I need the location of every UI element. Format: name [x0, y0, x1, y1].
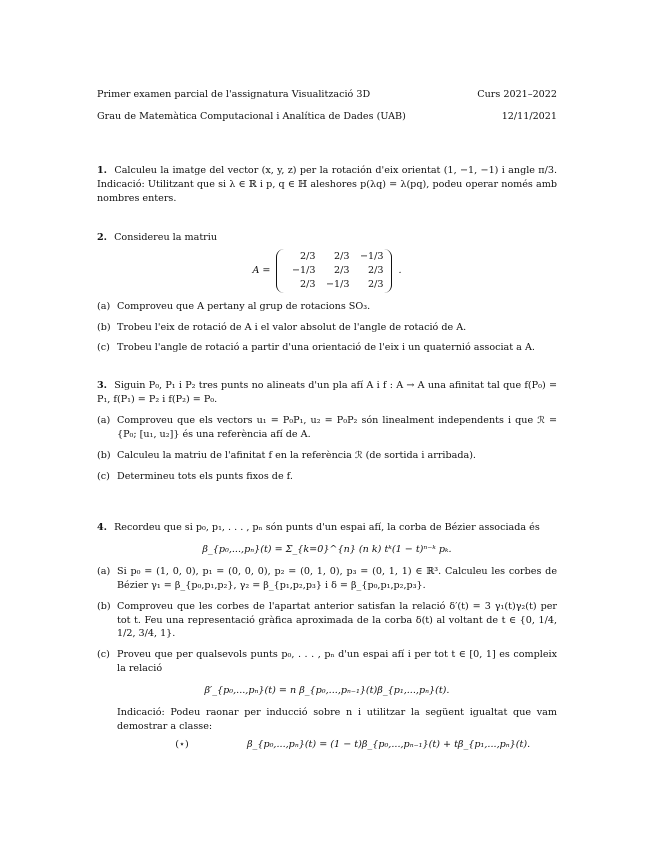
problem-2-intro: Considereu la matriu [114, 232, 218, 243]
problem-3-number: 3. [97, 380, 108, 391]
problem-2-number: 2. [97, 232, 108, 243]
header-row-2 [97, 110, 557, 124]
problem-2-item-a: (a) Comproveu que A pertany al grup de rotacions SO₃. [97, 300, 371, 312]
problem-1-text: Calculeu la imatge del vector (x, y, z) per la rotación d'eix orientat (1, −1, −1) i angle π/3. Indicació: Utilitzant que si λ ∈ ℝ i p, q ∈ ℍ aleshores p(λq) = λ(pq), podeu operar només amb nombres enters. [97, 165, 558, 204]
problem-1-number: 1. [97, 165, 108, 176]
matrix-cell: 2/3 [300, 250, 316, 262]
matrix-cell: −1/3 [360, 250, 384, 262]
matrix-cell: 2/3 [334, 264, 350, 276]
course-title: Primer examen parcial de l'assignatura Visualització 3D [97, 89, 371, 100]
exam-header [97, 88, 557, 124]
star-formula: β_{p₀,...,pₙ}(t) = (1 − t)β_{p₀,...,pₙ₋₁}(t) + tβ_{p₁,...,pₙ}(t). [247, 738, 531, 750]
matrix-cell: 2/3 [368, 278, 384, 290]
problem-4 [97, 521, 557, 752]
matrix-entries [276, 249, 392, 293]
matrix-period: . [398, 264, 402, 276]
matrix-cell: −1/3 [326, 278, 350, 290]
matrix-A [97, 249, 557, 293]
problem-4-intro: Recordeu que si p₀, p₁, . . . , pₙ són punts d'un espai afí, la corba de Bézier associada és [114, 522, 540, 533]
problem-4-item-b: (b) Comproveu que les corbes de l'apartat anterior satisfan la relació δ′(t) = 3 γ₁(t)γ₂(t) per tot t. Feu una representació gràfica aproximada de la corba δ(t) al voltant de t ∈ {0, 1/4, 1/2, 3/4, 1}. [97, 600, 557, 640]
star-label: (⋆) [175, 738, 189, 750]
problem-2 [97, 231, 557, 355]
problem-4-item-a: (a) Si p₀ = (1, 0, 0), p₁ = (0, 0, 0), p₂ = (0, 1, 0), p₃ = (0, 1, 1) ∈ ℝ³. Calculeu les corbes de Bézier γ₁ = β_{p₀,p₁,p₂}, γ₂ = β_{p₁,p₂,p₃} i δ = β_{p₀,p₁,p₂,p₃}. [97, 565, 557, 591]
exam-date: 12/11/2021 [501, 110, 557, 122]
problem-3-item-c: (c) Determineu tots els punts fixos de f. [97, 470, 293, 482]
derivative-formula: β′_{p₀,...,pₙ}(t) = n β_{p₀,...,pₙ₋₁}(t)β_{p₁,...,pₙ}(t). [204, 685, 450, 697]
degree-name: Grau de Matemàtica Computacional i Analítica de Dades (UAB) [97, 110, 406, 122]
matrix-lhs: A = [252, 264, 271, 276]
problem-4-number: 4. [97, 522, 108, 533]
academic-year: Curs 2021–2022 [477, 89, 557, 100]
matrix-cell: 2/3 [300, 278, 316, 290]
bezier-formula: β_{p₀,...,pₙ}(t) = Σ_{k=0}^{n} (n k) tᵏ(1 − t)ⁿ⁻ᵏ pₖ. [202, 543, 452, 555]
problem-4-item-c: (c) Proveu que per qualsevols punts p₀, . . . , pₙ d'un espai afí i per tot t ∈ [0, 1] es compleix la relació [97, 649, 557, 675]
matrix-cell: −1/3 [292, 264, 316, 276]
problem-1 [97, 164, 557, 206]
problem-3-item-a: (a) Comproveu que els vectors u₁ = P₀P₁, u₂ = P₀P₂ són linealment independents i que ℛ = {P₀; [u₁, u₂]} és una referència afí de A. [97, 414, 557, 440]
header-row-1 [97, 88, 557, 102]
problem-2-item-c: (c) Trobeu l'angle de rotació a partir d'una orientació de l'eix i un quaternió associat a A. [97, 342, 535, 354]
problem-3-intro: Siguin P₀, P₁ i P₂ tres punts no alineats d'un pla afí A i f : A → A una afinitat tal que f(P₀) = P₁, f(P₁) = P₂ i f(P₂) = P₀. [97, 380, 558, 405]
starred-equation [117, 738, 557, 752]
matrix-cell: 2/3 [368, 264, 384, 276]
problem-3 [97, 379, 557, 483]
problem-2-item-b: (b) Trobeu l'eix de rotació de A i el valor absolut de l'angle de rotació de A. [97, 321, 467, 333]
problem-3-item-b: (b) Calculeu la matriu de l'afinitat f en la referència ℛ (de sortida i arribada). [97, 449, 476, 461]
matrix-cell: 2/3 [334, 250, 350, 262]
hint-text: Indicació: Podeu raonar per inducció sobre n i utilitzar la següent igualtat que vam demostrar a classe: [117, 707, 557, 732]
